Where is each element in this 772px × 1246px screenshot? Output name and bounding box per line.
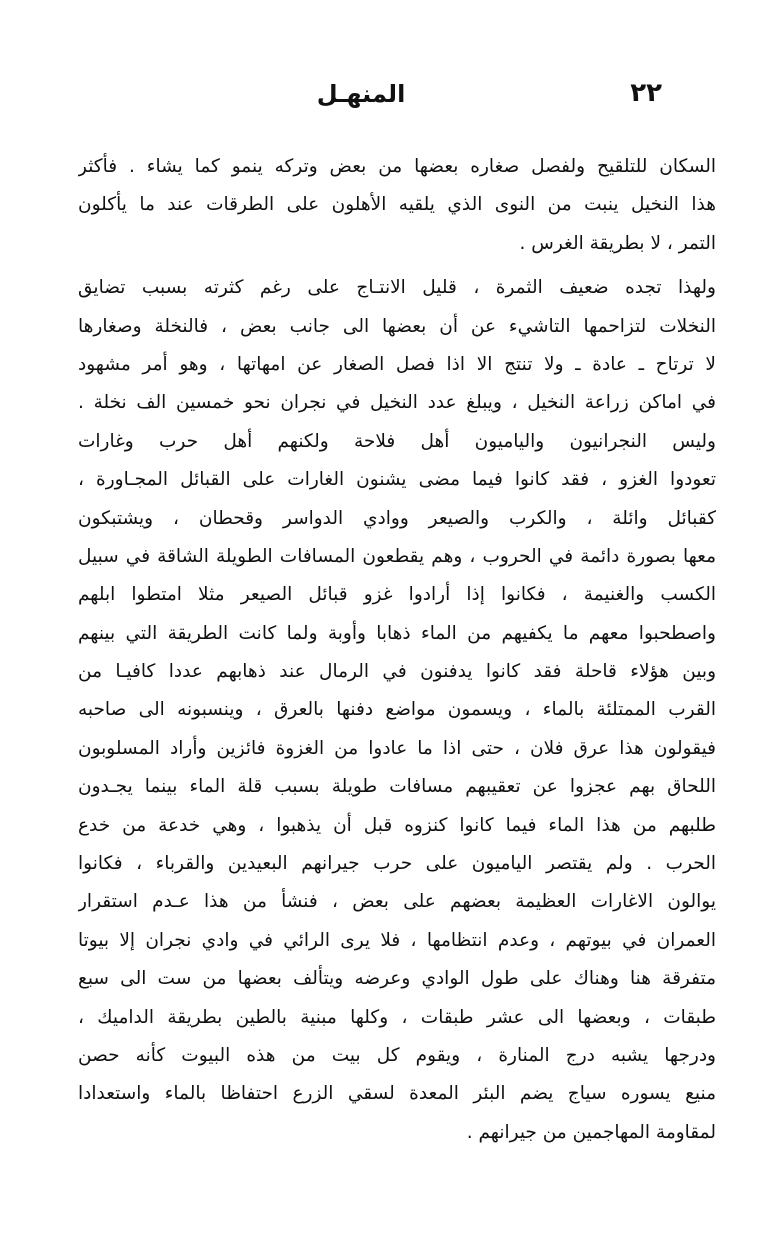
paragraph-1 <box>78 148 716 263</box>
text-line: طلبهم من هذا الماء فيما كانوا كنزوه قبل أن يذهبوا ، وهي خدعة من خدع <box>78 814 716 836</box>
text-line: الحرب . ولم يقتصر الياميون على حرب جيرانهم البعيدين والقرباء ، فكانوا <box>78 853 716 875</box>
text-line: متفرقة هنا وهناك على طول الوادي وعرضه ويتألف بعضها من ست الى سبع <box>78 968 716 990</box>
text-line: لا ترتاح ـ عادة ـ ولا تنتج الا اذا فصل الصغار عن امهاتها ، وهو أمر مشهود <box>78 353 716 375</box>
page-number: ٢٢ <box>630 78 662 108</box>
text-line: السكان للتلقيح ولفصل صغاره بعضها من بعض وتركه ينمو كما يشاء . فأكثر <box>78 156 716 177</box>
text-line: يوالون الاغارات العظيمة بعضهم على بعض ، فنشأ من هذا عـدم استقرار <box>78 891 716 913</box>
text-line: فيقولون هذا عرق فلان ، حتى اذا ما عادوا من الغزوة فائزين وأراد المسلوبون <box>78 737 716 759</box>
body-text <box>78 148 716 1152</box>
running-head: المنهـل <box>316 80 406 108</box>
text-line: الكسب والغنيمة ، فكانوا إذا أرادوا غزو قبائل الصيعر مثلا امتطوا ابلهم <box>78 584 716 606</box>
text-line: ودرجها يشبه درج المنارة ، ويقوم كل بيت من هذه البيوت كأنه حصن <box>78 1044 716 1066</box>
page-header <box>60 78 662 118</box>
text-line: في اماكن زراعة النخيل ، ويبلغ عدد النخيل في نجران نحو خمسين الف نخلة . <box>78 392 716 414</box>
text-line: القرب الممتلئة بالماء ، ويسمون مواضع دفنها بالعرق ، وينسبونه الى صاحبه <box>78 699 716 721</box>
text-line: ولهذا تجده ضعيف الثمرة ، قليل الانتـاج على رغم كثرته بسبب تضايق <box>78 277 716 299</box>
text-line: واصطحبوا معهم ما يكفيهم من الماء ذهابا وأوبة ولما كانت الطريقة التي بينهم <box>78 622 716 644</box>
text-line: منيع يسوره سياج يضم البئر المعدة لسقي الزرع احتفاظا بالماء واستعدادا <box>78 1083 716 1105</box>
text-line: معها بصورة دائمة في الحروب ، وهم يقطعون المسافات الطويلة الشاقة في سبيل <box>78 545 716 567</box>
text-line: وبين هؤلاء قاحلة فقد كانوا يدفنون في الرمال عند ذهابهم عددا كافيـا من <box>78 661 716 683</box>
text-line: اللحاق بهم عجزوا عن تعقيبهم مسافات طويلة بسبب قلة الماء بينما يجـدون <box>78 776 716 798</box>
text-line: وليس النجرانيون والياميون أهل فلاحة ولكنهم أهل حرب وغارات <box>78 430 716 452</box>
text-line: طبقات ، وبعضها الى عشر طبقات ، وكلها مبنية بالطين بطريقة الداميك ، <box>78 1006 716 1028</box>
text-line: النخلات لتزاحمها التاشيء عن أن بعضها الى جانب بعض ، فالنخلة وصغارها <box>78 315 716 337</box>
paragraph-3 <box>78 423 716 1152</box>
text-line: العمران في بيوتهم ، وعدم انتظامها ، فلا يرى الرائي في وادي نجران إلا بيوتا <box>78 929 716 951</box>
paragraph-2 <box>78 269 716 423</box>
text-line: التمر ، لا بطريقة الغرس . <box>519 232 716 254</box>
text-line: تعودوا الغزو ، فقد كانوا فيما مضى يشنون الغارات على القبائل المجـاورة ، <box>78 469 716 491</box>
text-line: كقبائل وائلة ، والكرب والصيعر ووادي الدواسر وقحطان ، ويشتبكون <box>78 507 716 529</box>
text-line: لمقاومة المهاجمين من جيرانهم . <box>466 1121 716 1143</box>
text-line: هذا النخيل ينبت من النوى الذي يلقيه الأهلون على الطرقات عند ما يأكلون <box>78 194 716 216</box>
